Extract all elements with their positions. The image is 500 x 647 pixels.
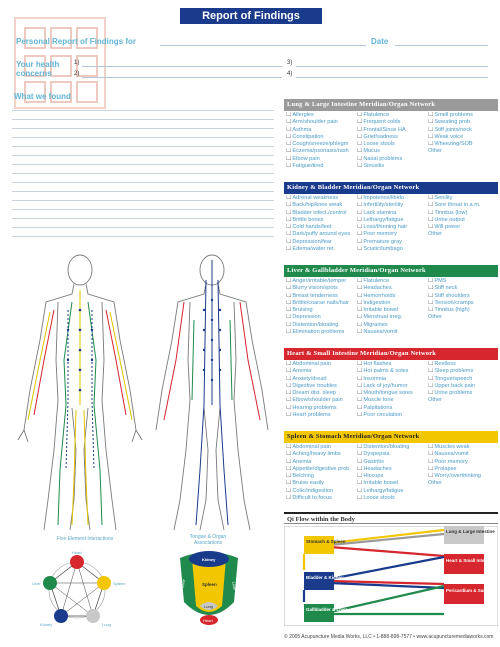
checkbox-item[interactable]: ☐ Anemia [286, 459, 354, 466]
checkbox-item[interactable]: ☐ Will power [428, 224, 496, 231]
five-element-kidney-label: Kidney [40, 622, 53, 627]
qi-left-label-1: Stomach & Spleen [306, 539, 346, 544]
checkbox-item[interactable]: ☐ Lethargy/fatigue [357, 217, 425, 224]
qi-left-label-3: Gallbladder & Liver [306, 607, 348, 612]
checkbox-item[interactable]: ☐ Cold hands/feet [286, 224, 354, 231]
checkbox-item[interactable]: ☐ Worry/overthinking [428, 473, 496, 480]
liver-element-icon [43, 576, 57, 590]
section-heart-small-intestine [284, 348, 498, 420]
checkbox-item[interactable]: ☐ Tension/cramps [428, 300, 496, 307]
checkbox-item[interactable]: ☐ Frequent colds [357, 119, 425, 126]
concern-number-4: 4) [287, 71, 293, 77]
checkbox-item[interactable]: ☐ Nasal problems [357, 156, 425, 163]
checkbox-item[interactable]: ☐ Sweating prob [428, 119, 496, 126]
concern-number-2: 2) [74, 71, 80, 77]
checkbox-item[interactable]: ☐ Appetite/digestive prob. [286, 466, 354, 473]
checkbox-item[interactable]: ☐ Blurry vision/spots [286, 285, 354, 292]
checkbox-item[interactable]: ☐ Anemia [286, 368, 354, 375]
section-title: Heart & Small Intestine Meridian/Organ Network [284, 348, 498, 360]
checkbox-item[interactable]: ☐ Distention/bloating [286, 322, 354, 329]
checkbox-item[interactable]: ☐ Senility [428, 195, 496, 202]
checkbox-item[interactable]: ☐ Palpitations [357, 405, 425, 412]
checkbox-item[interactable]: ☐ Bladder infect./control [286, 210, 354, 217]
checkbox-item[interactable]: ☐ Upper back pain [428, 383, 496, 390]
checkbox-item[interactable]: ☐ Mouth/tongue sores [357, 390, 425, 397]
checkbox-item[interactable]: ☐ Muscles weak [428, 444, 496, 451]
checkbox-item[interactable]: ☐ Arm/shoulder pain [286, 119, 354, 126]
kidney-element-icon [54, 609, 68, 623]
checkbox-item[interactable]: ☐ Bruise easily [286, 480, 354, 487]
checkbox-item[interactable]: ☐ Infertility/sterility [357, 202, 425, 209]
checkbox-item[interactable]: ☐ Gastritis [357, 459, 425, 466]
checkbox-item[interactable]: ☐ Stiff neck [428, 285, 496, 292]
checkbox-item[interactable]: ☐ Poor memory [428, 459, 496, 466]
checkbox-item[interactable]: ☐ Aching/heavy limbs [286, 451, 354, 458]
checkbox-item[interactable]: ☐ Grief/sadness [357, 134, 425, 141]
section-title: Lung & Large Intestine Meridian/Organ Network [284, 99, 498, 111]
concern-field-4[interactable] [296, 77, 488, 78]
tongue-spleen-label: Spleen [202, 582, 217, 587]
other-field[interactable]: Other [428, 148, 442, 155]
qi-right-label-2: Heart & Small Intestine [446, 558, 496, 563]
meridian-body-figures [14, 240, 282, 540]
checkbox-item[interactable]: ☐ Poor circulation [357, 412, 425, 419]
checkbox-item[interactable]: ☐ Sciatic/lumbago [357, 246, 425, 253]
qi-flow-diagram [284, 526, 498, 626]
checkbox-item[interactable]: ☐ Constipation [286, 134, 354, 141]
checkbox-item[interactable]: ☐ Dark/puffy around eyes [286, 231, 354, 238]
checkbox-item[interactable]: ☐ Depression/fear [286, 239, 354, 246]
checkbox-item[interactable]: ☐ Urine problems [428, 390, 496, 397]
section-kidney-bladder [284, 182, 498, 254]
five-element-title: Five Element Interactions [56, 536, 114, 542]
report-for-label: Personal Report of Findings for [16, 37, 137, 46]
checkbox-item[interactable]: ☐ Cough/sneeze/phlegm [286, 141, 354, 148]
other-field[interactable]: Other [428, 397, 442, 404]
section-title: Liver & Gallbladder Meridian/Organ Network [284, 265, 498, 277]
checkbox-item[interactable]: ☐ Weak voice [428, 134, 496, 141]
checkbox-item[interactable]: ☐ Adrenal weakness [286, 195, 354, 202]
qi-box-heart-small-intestine [444, 554, 484, 574]
checkbox-item[interactable]: ☐ Frontal/Sinus HA [357, 127, 425, 134]
tongue-liver-right-label: Liver [231, 581, 238, 591]
checkbox-item[interactable]: ☐ Prolapse [428, 466, 496, 473]
checkbox-item[interactable]: ☐ Insomnia [357, 376, 425, 383]
section-title: Kidney & Bladder Meridian/Organ Network [284, 182, 498, 194]
checkbox-item[interactable]: ☐ Asthma [286, 127, 354, 134]
checkbox-item[interactable]: ☐ Irritable bowel [357, 307, 425, 314]
other-field[interactable]: Other [428, 480, 442, 487]
footer-copyright: © 2005 Acupuncture Media Works, LLC • 1-888-898-7577 • www.acupuncturemediaworks.com [284, 634, 494, 640]
checkbox-item[interactable]: ☐ Premature gray [357, 239, 425, 246]
checkbox-item[interactable]: ☐ Wheezing/SOB [428, 141, 496, 148]
qi-right-label-1: Lung & Large Intestine [446, 529, 495, 534]
checkbox-item[interactable]: ☐ Urine output [428, 217, 496, 224]
checkbox-item[interactable]: ☐ Stiff joints/neck [428, 127, 496, 134]
checkbox-item[interactable]: ☐ Indigestion [357, 300, 425, 307]
other-field[interactable]: Other [428, 231, 442, 238]
concerns-label-line1: Your health [16, 60, 60, 69]
concerns-label-line2: concerns [16, 69, 52, 78]
report-title: Report of Findings [180, 8, 322, 24]
tongue-title: Tongue & Organ Associations [189, 534, 227, 546]
checkbox-item[interactable]: ☐ Anger/irritable/temper [286, 278, 354, 285]
checkbox-item[interactable]: ☐ Sore throat in a.m. [428, 202, 496, 209]
checkbox-item[interactable]: ☐ Hiccups [357, 473, 425, 480]
checkbox-item[interactable]: ☐ Loose stools [357, 141, 425, 148]
checkbox-item[interactable]: ☐ Poor memory [357, 231, 425, 238]
five-element-liver-label: Liver [32, 581, 41, 586]
checkbox-item[interactable]: ☐ Bruising [286, 307, 354, 314]
checkbox-item[interactable]: ☐ Elbow/shoulder pain [286, 397, 354, 404]
checkbox-item[interactable]: ☐ Depression [286, 314, 354, 321]
checkbox-item[interactable]: ☐ PMS [428, 278, 496, 285]
five-element-lung-label: Lung [102, 622, 111, 627]
checkbox-item[interactable]: ☐ Irritable bowel [357, 480, 425, 487]
checkbox-item[interactable]: ☐ Lack stamina [357, 210, 425, 217]
concern-number-1: 1) [74, 60, 80, 66]
concern-number-3: 3) [287, 60, 293, 66]
section-lung-large-intestine [284, 99, 498, 171]
checkbox-item[interactable]: ☐ Muscle tone [357, 397, 425, 404]
checkbox-item[interactable]: ☐ Brittle bones [286, 217, 354, 224]
what-we-found-label: What we found [14, 92, 71, 101]
qi-flow-title: Qi Flow within the Body [284, 512, 498, 524]
checkbox-item[interactable]: ☐ Flatulence [357, 278, 425, 285]
checkbox-item[interactable]: ☐ Impotence/libido [357, 195, 425, 202]
checkbox-item[interactable]: ☐ Edema/water ret. [286, 246, 354, 253]
lung-element-icon [86, 609, 100, 623]
concern-field-1[interactable] [82, 66, 282, 67]
checkbox-item[interactable]: ☐ Nausea/vomit [428, 451, 496, 458]
checkbox-item[interactable]: ☐ Heart problems [286, 412, 354, 419]
checkbox-item[interactable]: ☐ Distention/bloating [357, 444, 425, 451]
checkbox-item[interactable]: ☐ Elbow pain [286, 156, 354, 163]
section-liver-gallbladder [284, 265, 498, 337]
checkbox-item[interactable]: ☐ Colic/indigestion [286, 488, 354, 495]
checkbox-item[interactable]: ☐ Sleep problems [428, 368, 496, 375]
qi-right-label-3: Pericardium & San Jiao [446, 588, 497, 593]
checkbox-item[interactable]: ☐ Eczema/psoriasis/rash [286, 148, 354, 155]
checkbox-item[interactable]: ☐ Migraines [357, 322, 425, 329]
section-spleen-stomach [284, 431, 498, 503]
checkbox-item[interactable]: ☐ Back/hip/knee weak [286, 202, 354, 209]
checkbox-item[interactable]: ☐ Belching [286, 473, 354, 480]
checkbox-item[interactable]: ☐ Dream dist. sleep [286, 390, 354, 397]
checkbox-item[interactable]: ☐ Hot palms & soles [357, 368, 425, 375]
section-title: Spleen & Stomach Meridian/Organ Network [284, 431, 498, 443]
checkbox-item[interactable]: ☐ Flatulence [357, 112, 425, 119]
qi-box-pericardium-san-jiao [444, 584, 484, 604]
spleen-element-icon [97, 576, 111, 590]
checkbox-item[interactable]: ☐ Mucus [357, 148, 425, 155]
checkbox-item[interactable]: ☐ Tongue/speech [428, 376, 496, 383]
checkbox-item[interactable]: ☐ Abdominal pain [286, 361, 354, 368]
checkbox-item[interactable]: ☐ Nausea/vomit [357, 329, 425, 336]
tongue-diagram [176, 546, 242, 630]
checkbox-item[interactable]: ☐ Dyspepsia [357, 451, 425, 458]
checkbox-item[interactable]: ☐ Lack of joy/humor [357, 383, 425, 390]
checkbox-item[interactable]: ☐ Stiff shoulders [428, 293, 496, 300]
concern-field-2[interactable] [82, 77, 282, 78]
checkbox-item[interactable]: ☐ Fatigue/tired [286, 163, 354, 170]
five-element-diagram [22, 550, 132, 630]
checkbox-item[interactable]: ☐ Restless [428, 361, 496, 368]
checkbox-item[interactable]: ☐ Headaches [357, 285, 425, 292]
checkbox-item[interactable]: ☐ Loose stools [357, 495, 425, 502]
checkbox-item[interactable]: ☐ Headaches [357, 466, 425, 473]
checkbox-item[interactable]: ☐ Sinusitis [357, 163, 425, 170]
checkbox-item[interactable]: ☐ Breast tenderness [286, 293, 354, 300]
concern-field-3[interactable] [296, 66, 488, 67]
checkbox-item[interactable]: ☐ Difficult to focus [286, 495, 354, 502]
report-for-field[interactable] [160, 45, 366, 46]
tongue-kidney-label: Kidney [202, 557, 216, 562]
tongue-liver-left-label: Liver [179, 578, 187, 589]
checkbox-item[interactable]: ☐ Tinnitus (high) [428, 307, 496, 314]
checkbox-item[interactable]: ☐ Digestive troubles [286, 383, 354, 390]
tongue-heart-label: Heart [203, 618, 213, 623]
checkbox-item[interactable]: ☐ Menstrual irreg. [357, 314, 425, 321]
checkbox-item[interactable]: ☐ Allergies [286, 112, 354, 119]
checkbox-item[interactable]: ☐ Elimination problems [286, 329, 354, 336]
checkbox-item[interactable]: ☐ Hearing problems [286, 405, 354, 412]
checkbox-item[interactable]: ☐ Smell problems [428, 112, 496, 119]
checkbox-item[interactable]: ☐ Abdominal pain [286, 444, 354, 451]
date-field[interactable] [395, 45, 488, 46]
date-label: Date [371, 37, 389, 46]
tongue-lung-label: Lung [204, 604, 213, 609]
qi-flow-section [284, 512, 498, 524]
checkbox-item[interactable]: ☐ Hot flashes [357, 361, 425, 368]
five-element-heart-label: Heart [72, 550, 82, 555]
heart-element-icon [70, 555, 84, 569]
qi-left-label-2: Bladder & Kidney [306, 575, 344, 580]
checkbox-item[interactable]: ☐ Loss/thinning hair [357, 224, 425, 231]
checkbox-item[interactable]: ☐ Brittle/coarse nails/hair [286, 300, 354, 307]
checkbox-item[interactable]: ☐ Anxiety/dread [286, 376, 354, 383]
checkbox-item[interactable]: ☐ Lethargy/fatigue [357, 488, 425, 495]
checkbox-item[interactable]: ☐ Hemorrhoids [357, 293, 425, 300]
five-element-spleen-label: Spleen [113, 581, 126, 586]
checkbox-item[interactable]: ☐ Tinnitus (low) [428, 210, 496, 217]
other-field[interactable]: Other [428, 314, 442, 321]
